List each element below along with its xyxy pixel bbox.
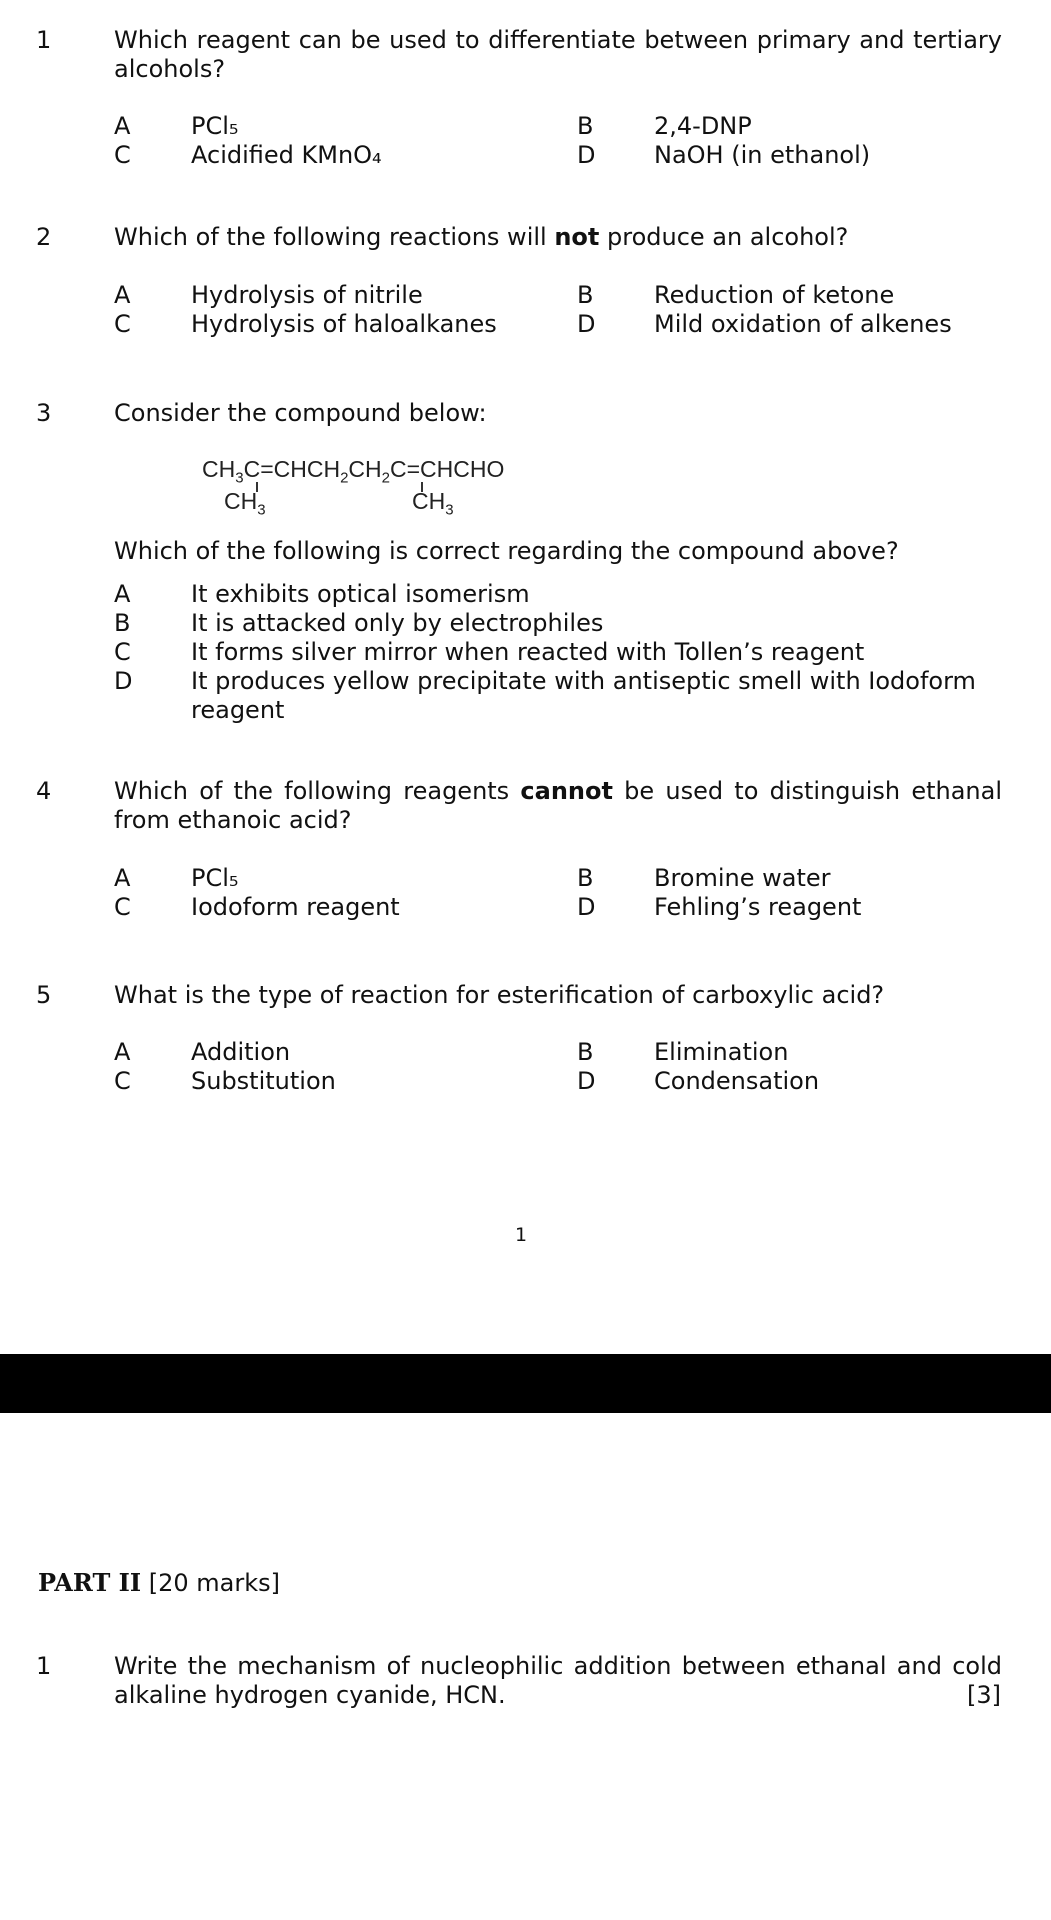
- option-letter: C: [114, 310, 131, 338]
- option-text: Hydrolysis of nitrile: [191, 281, 423, 309]
- option-letter: D: [577, 310, 596, 338]
- emphasis-text: not: [554, 223, 600, 251]
- option-letter: B: [577, 281, 594, 309]
- option-text: Condensation: [654, 1067, 820, 1095]
- formula-subscript: 3: [257, 501, 266, 519]
- option-text: It forms silver mirror when reacted with Tollen’s reagent: [191, 638, 865, 666]
- text-segment: be used to distinguish ethanal from ethanoic acid?: [114, 777, 1003, 834]
- formula-part: C=CHCH: [243, 456, 341, 482]
- option-letter: B: [114, 609, 131, 637]
- part-heading: [38, 1568, 280, 1598]
- formula-subscript: 3: [235, 469, 244, 487]
- methyl-branch-left: [224, 488, 266, 519]
- option-text: Elimination: [654, 1038, 789, 1066]
- option-text: PCl₅: [191, 864, 239, 892]
- question-number: 3: [36, 399, 52, 427]
- option-letter: C: [114, 141, 131, 169]
- option-letter: D: [577, 1067, 596, 1095]
- option-text: Mild oxidation of alkenes: [654, 310, 952, 338]
- page-separator-bar: [0, 1354, 1051, 1413]
- option-letter: A: [114, 112, 131, 140]
- option-letter: A: [114, 1038, 131, 1066]
- text-segment: Which of the following reagents: [114, 777, 521, 805]
- part-marks: [20 marks]: [148, 1569, 281, 1597]
- option-letter: B: [577, 112, 594, 140]
- option-text: 2,4-DNP: [654, 112, 752, 140]
- question-text: Which reagent can be used to differentiate between primary and tertiary alcohols?: [114, 26, 1002, 83]
- question-marks: [3]: [967, 1681, 1001, 1709]
- option-text: Reduction of ketone: [654, 281, 895, 309]
- formula-part: CH: [224, 488, 258, 514]
- option-text: Bromine water: [654, 864, 831, 892]
- option-text: PCl₅: [191, 112, 239, 140]
- option-text: It produces yellow precipitate with antiseptic smell with Iodoform reagent: [191, 667, 976, 724]
- option-text: Hydrolysis of haloalkanes: [191, 310, 497, 338]
- option-letter: D: [114, 667, 133, 695]
- formula-subscript: 2: [381, 469, 390, 487]
- option-letter: B: [577, 1038, 594, 1066]
- option-letter: C: [114, 1067, 131, 1095]
- question-text: [114, 777, 1002, 835]
- option-letter: C: [114, 638, 131, 666]
- option-letter: D: [577, 141, 596, 169]
- question-text: [114, 223, 1002, 252]
- question-text: What is the type of reaction for esterification of carboxylic acid?: [114, 981, 885, 1009]
- question-number: 1: [36, 1652, 52, 1680]
- option-letter: A: [114, 281, 131, 309]
- text-segment: Which of the following reactions will: [114, 223, 555, 251]
- formula-subscript: 3: [445, 501, 454, 519]
- page-number: 1: [515, 1224, 528, 1246]
- question-number: 4: [36, 777, 52, 805]
- option-letter: A: [114, 580, 131, 608]
- formula-part: C=CHCHO: [389, 456, 505, 482]
- methyl-branch-right: [412, 488, 454, 519]
- option-text: Substitution: [191, 1067, 336, 1095]
- question-text: Consider the compound below:: [114, 399, 487, 427]
- part-title: PART II: [38, 1568, 142, 1597]
- option-text: It is attacked only by electrophiles: [191, 609, 604, 637]
- option-text: It exhibits optical isomerism: [191, 580, 530, 608]
- emphasis-text: cannot: [520, 777, 613, 805]
- option-text: Acidified KMnO₄: [191, 141, 382, 169]
- option-text: Iodoform reagent: [191, 893, 400, 921]
- formula-subscript: 2: [340, 469, 349, 487]
- option-text: Fehling’s reagent: [654, 893, 862, 921]
- question-number: 5: [36, 981, 52, 1009]
- option-letter: A: [114, 864, 131, 892]
- question-text-followup: Which of the following is correct regarding the compound above?: [114, 537, 899, 565]
- question-text: Write the mechanism of nucleophilic addition between ethanal and cold alkaline hydrogen cyanide, HCN.: [114, 1652, 1002, 1709]
- option-text: Addition: [191, 1038, 291, 1066]
- option-letter: C: [114, 893, 131, 921]
- option-text: NaOH (in ethanol): [654, 141, 871, 169]
- option-letter: B: [577, 864, 594, 892]
- question-number: 2: [36, 223, 52, 251]
- formula-part: CH: [202, 456, 236, 482]
- formula-part: CH: [348, 456, 382, 482]
- formula-part: CH: [412, 488, 446, 514]
- formula-main-chain: [202, 456, 504, 487]
- text-segment: produce an alcohol?: [599, 223, 849, 251]
- option-letter: D: [577, 893, 596, 921]
- question-number: 1: [36, 26, 52, 54]
